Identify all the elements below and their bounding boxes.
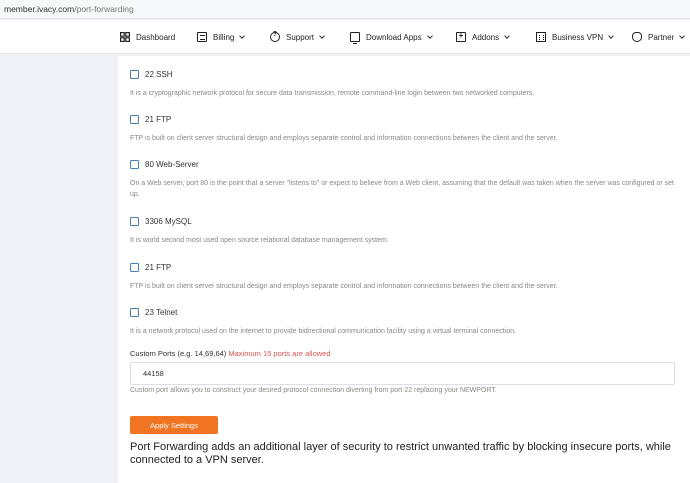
apply-settings-button[interactable]: Apply Settings	[130, 416, 218, 434]
port-label[interactable]: 80 Web-Server	[145, 159, 199, 169]
nav-billing-label: Billing	[213, 32, 235, 42]
port-description: FTP is built on client server structural design and employs separate control and information connections between the client and the server.	[130, 135, 558, 142]
custom-ports-label-text: Custom Ports (e.g. 14,69,64)	[130, 349, 227, 358]
nav-addons[interactable]	[456, 20, 509, 54]
port-label[interactable]: 23 Telnet	[145, 307, 178, 317]
port-description: On a Web server, port 80 is the point that a server "listens to" or expect to believe from a Web client, assuming that the default was taken when the server was configured or set up.	[130, 180, 674, 198]
nav-partner-label: Partner	[648, 32, 675, 42]
url-host: member.ivacy.com	[4, 4, 75, 14]
address-bar[interactable]	[0, 0, 690, 19]
port-description: FTP is built on client server structural design and employs separate control and information connections between the client and the server.	[130, 283, 558, 290]
partner-icon	[632, 32, 642, 42]
port-option	[130, 215, 675, 246]
nav-dashboard-label: Dashboard	[136, 32, 176, 42]
port-option	[130, 261, 675, 292]
nav-dashboard[interactable]	[120, 20, 175, 54]
port-option	[130, 158, 675, 200]
port-description: It is a cryptographic network protocol for secure data transmission, remote command-line login between two networked computers.	[130, 90, 535, 97]
business-vpn-icon	[536, 32, 546, 42]
top-navigation	[0, 20, 690, 54]
port-checkbox[interactable]	[130, 308, 139, 317]
custom-ports-input[interactable]	[130, 362, 675, 385]
dashboard-icon	[120, 32, 130, 42]
chevron-down-icon	[608, 33, 614, 39]
nav-download-apps-label: Download Apps	[366, 32, 422, 42]
chevron-down-icon	[319, 33, 325, 39]
port-option	[130, 68, 675, 99]
chevron-down-icon	[240, 33, 246, 39]
nav-addons-label: Addons	[472, 32, 500, 42]
port-label[interactable]: 21 FTP	[145, 262, 172, 272]
support-icon	[270, 32, 280, 42]
nav-billing[interactable]	[197, 20, 244, 54]
port-option	[130, 113, 675, 144]
addons-icon	[456, 32, 466, 42]
port-checkbox[interactable]	[130, 263, 139, 272]
custom-ports-help: Custom port allows you to construct your desired protocol connection diverting from port 22 replacing your NEWPORT.	[130, 387, 497, 394]
port-description: It is world second most used open source relational database management system.	[130, 237, 389, 244]
port-label[interactable]: 3306 MySQL	[145, 216, 192, 226]
custom-ports-warning: Maximum 15 ports are allowed	[228, 349, 331, 358]
port-checkbox[interactable]	[130, 160, 139, 169]
port-description: It is a network protocol used on the internet to provide bidirectional communication facility using a virtual terminal connection.	[130, 328, 516, 335]
billing-icon	[197, 32, 207, 42]
custom-ports-label	[130, 349, 331, 358]
chevron-down-icon	[504, 33, 510, 39]
port-forwarding-note: Port Forwarding adds an additional layer of security to restrict unwanted traffic by blocking insecure ports, while connected to a VPN server.	[130, 441, 671, 466]
url-path: /port-forwarding	[74, 4, 134, 14]
download-apps-icon	[350, 32, 360, 42]
chevron-down-icon	[679, 33, 685, 39]
nav-business-vpn-label: Business VPN	[552, 32, 604, 42]
nav-support-label: Support	[286, 32, 315, 42]
nav-business-vpn[interactable]	[536, 20, 613, 54]
port-checkbox[interactable]	[130, 70, 139, 79]
nav-partner[interactable]	[632, 20, 684, 54]
chevron-down-icon	[427, 33, 433, 39]
port-checkbox[interactable]	[130, 217, 139, 226]
port-label[interactable]: 21 FTP	[145, 114, 172, 124]
nav-support[interactable]	[270, 20, 324, 54]
port-option	[130, 306, 675, 337]
port-checkbox[interactable]	[130, 115, 139, 124]
nav-download-apps[interactable]	[350, 20, 432, 54]
port-label[interactable]: 22 SSH	[145, 69, 173, 79]
